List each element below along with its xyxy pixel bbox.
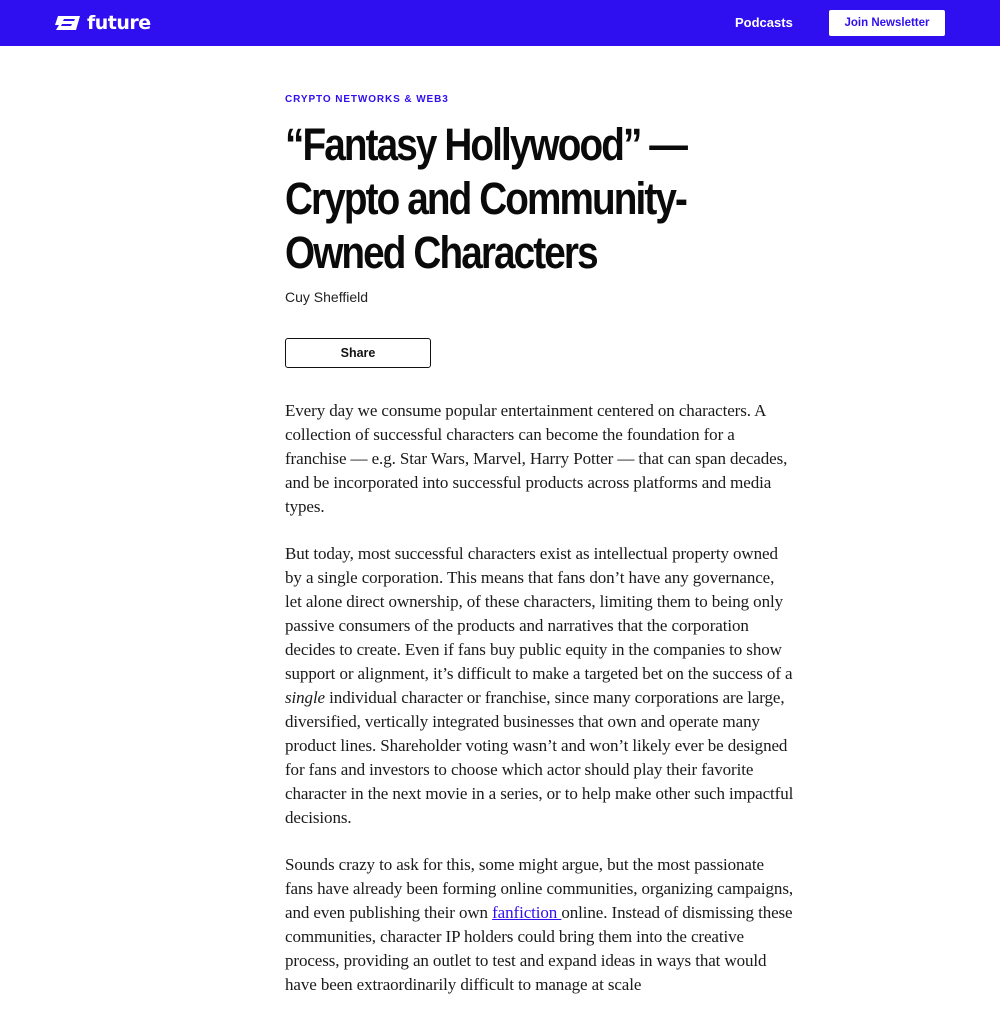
future-logo[interactable] [55, 11, 151, 35]
title-line-1: “Fantasy Hollywood” — [285, 119, 687, 170]
future-logo-icon [55, 15, 81, 31]
share-button[interactable]: Share [285, 338, 431, 368]
paragraph-3-part-1: Sounds crazy to ask for this, some might argue, but the most passionate fans have already been forming online communities, organizing campaigns, and even publishing their own [285, 855, 793, 922]
article-body [285, 399, 795, 1020]
logo-text: future [87, 12, 151, 34]
article-title [285, 118, 715, 280]
article [285, 92, 795, 994]
title-line-3: Owned Characters [285, 227, 597, 278]
top-navigation-bar [0, 0, 1000, 46]
paragraph-2-part-2: individual character or franchise, since many corporations are large, diversified, vertically integrated businesses that own and operate many product lines. Shareholder voting wasn’t and won’t likely ever be designed for fans and investors to choose which actor should play their favorite character in the next movie in a series, or to help make other such impactful decisions. [285, 688, 794, 827]
emphasis-single: single [285, 688, 326, 707]
nav-podcasts-link[interactable]: Podcasts [735, 15, 793, 30]
fanfiction-link[interactable]: fanfiction [492, 903, 562, 922]
paragraph-2-part-1: But today, most successful characters exist as intellectual property owned by a single corporation. This means that fans don’t have any governance, let alone direct ownership, of these characters, limiting them to being only passive consumers of the products and narratives that the corporation decides to create. Even if fans buy public equity in the companies to show support or alignment, it’s difficult to make a targeted bet on the success of a [285, 544, 793, 683]
title-line-2: Crypto and Community- [285, 173, 687, 224]
article-author: Cuy Sheffield [285, 289, 369, 305]
paragraph-1: Every day we consume popular entertainment centered on characters. A collection of successful characters can become the foundation for a franchise — e.g. Star Wars, Marvel, Harry Potter — that can span decades, and be incorporated into successful products across platforms and media types. [285, 401, 788, 516]
paragraph-2 [285, 542, 795, 830]
join-newsletter-button[interactable]: Join Newsletter [829, 10, 945, 36]
paragraph-3 [285, 853, 795, 997]
paragraph-3-part-2: online. Instead of dismissing these communities, character IP holders could bring them into the creative process, providing an outlet to test and expand ideas in ways that would have been extraordinarily difficult to manage at scale [285, 903, 793, 994]
article-category-link[interactable]: CRYPTO NETWORKS & WEB3 [285, 94, 449, 105]
